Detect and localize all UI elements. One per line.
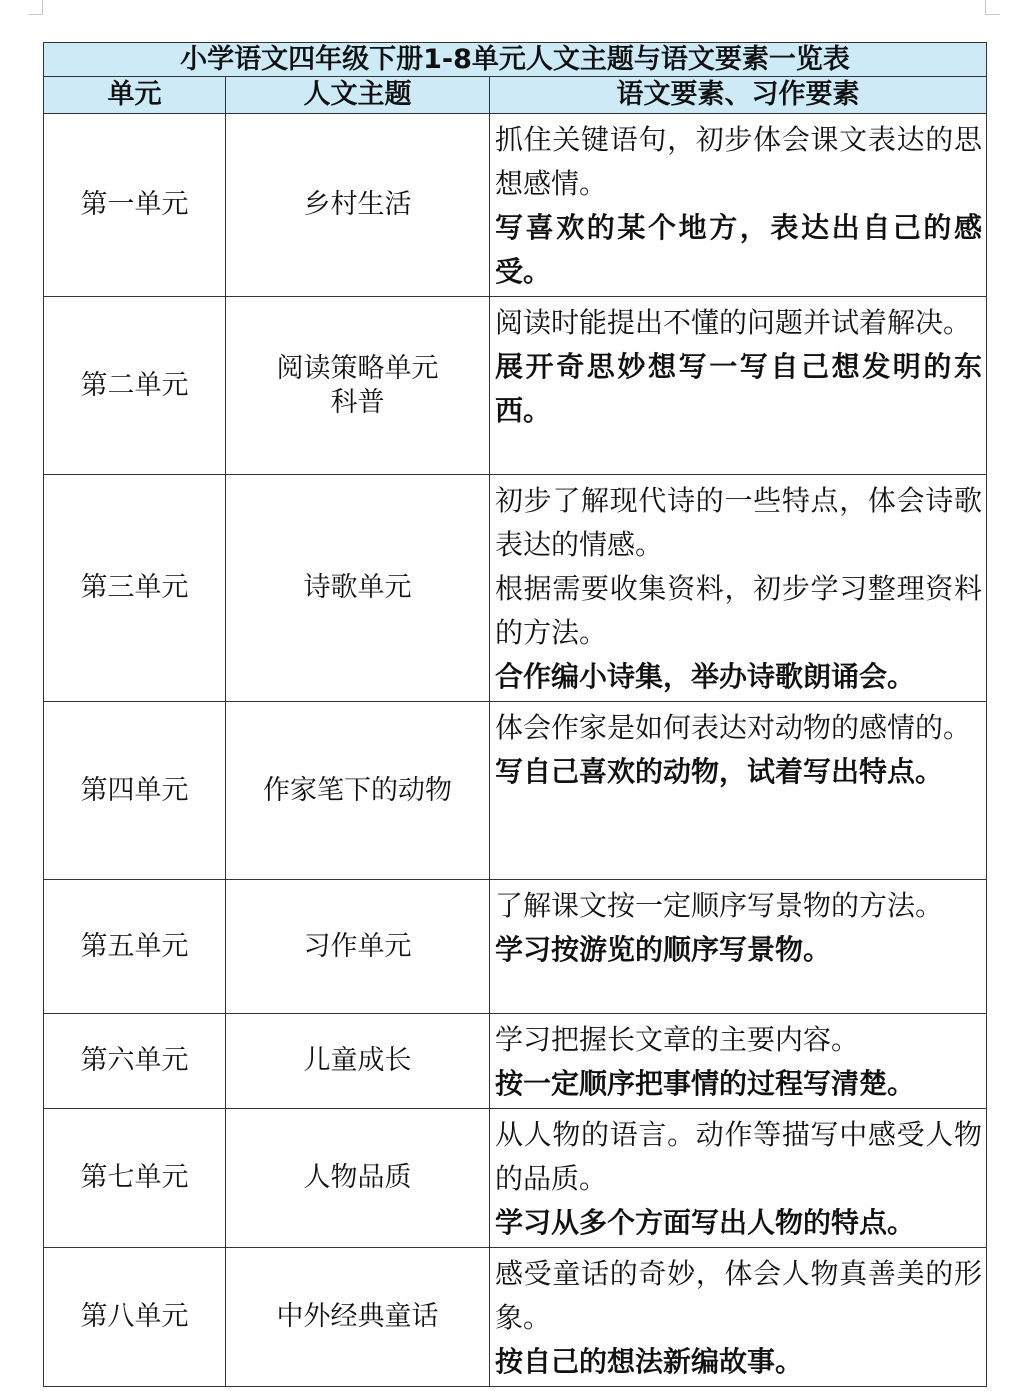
theme-cell bbox=[226, 1248, 490, 1387]
elements-cell bbox=[490, 1248, 987, 1387]
table-row bbox=[44, 475, 987, 702]
reading-element: 抓住关键语句，初步体会课文表达的思想感情。 bbox=[495, 123, 982, 200]
unit-cell: 第一单元 bbox=[44, 114, 226, 297]
writing-element: 按一定顺序把事情的过程写清楚。 bbox=[495, 1067, 916, 1100]
header-row bbox=[44, 77, 987, 114]
theme-cell bbox=[226, 1109, 490, 1248]
page-corner-mark-left bbox=[28, 0, 43, 15]
theme-line: 阅读策略单元 bbox=[276, 352, 439, 384]
table-row bbox=[44, 1248, 987, 1387]
page-corner-mark-right bbox=[985, 0, 1000, 15]
unit-cell: 第八单元 bbox=[44, 1248, 226, 1387]
unit-cell: 第四单元 bbox=[44, 702, 226, 880]
theme-line: 科普 bbox=[330, 386, 385, 418]
writing-element: 写喜欢的某个地方，表达出自己的感受。 bbox=[495, 211, 982, 288]
elements-cell bbox=[490, 297, 987, 475]
reading-element: 体会作家是如何表达对动物的感情的。 bbox=[495, 711, 972, 744]
header-unit: 单元 bbox=[44, 77, 226, 114]
table-title: 小学语文四年级下册1-8单元人文主题与语文要素一览表 bbox=[44, 43, 987, 77]
table-row bbox=[44, 880, 987, 1014]
theme-line: 乡村生活 bbox=[303, 189, 412, 220]
theme-line: 诗歌单元 bbox=[303, 572, 412, 603]
elements-cell bbox=[490, 475, 987, 702]
reading-element: 初步了解现代诗的一些特点，体会诗歌表达的情感。 bbox=[495, 484, 982, 561]
unit-cell: 第二单元 bbox=[44, 297, 226, 475]
writing-element: 写自己喜欢的动物，试着写出特点。 bbox=[495, 755, 944, 788]
theme-line: 儿童成长 bbox=[303, 1045, 412, 1076]
header-elements: 语文要素、习作要素 bbox=[490, 77, 987, 114]
reading-element: 感受童话的奇妙，体会人物真善美的形象。 bbox=[495, 1257, 982, 1334]
unit-cell: 第五单元 bbox=[44, 880, 226, 1014]
elements-cell bbox=[490, 1109, 987, 1248]
theme-cell bbox=[226, 702, 490, 880]
reading-element: 从人物的语言。动作等描写中感受人物的品质。 bbox=[495, 1118, 982, 1195]
writing-element: 学习按游览的顺序写景物。 bbox=[495, 933, 832, 966]
theme-cell bbox=[226, 114, 490, 297]
theme-cell bbox=[226, 880, 490, 1014]
unit-cell: 第七单元 bbox=[44, 1109, 226, 1248]
reading-element: 学习把握长文章的主要内容。 bbox=[495, 1023, 860, 1056]
writing-element: 学习从多个方面写出人物的特点。 bbox=[495, 1206, 916, 1239]
table-row bbox=[44, 702, 987, 880]
elements-cell bbox=[490, 1014, 987, 1109]
theme-line: 作家笔下的动物 bbox=[263, 774, 452, 806]
reading-element: 了解课文按一定顺序写景物的方法。 bbox=[495, 889, 944, 922]
table-row bbox=[44, 297, 987, 475]
header-theme: 人文主题 bbox=[226, 77, 490, 114]
writing-element: 按自己的想法新编故事。 bbox=[495, 1345, 804, 1378]
writing-element: 展开奇思妙想写一写自己想发明的东西。 bbox=[495, 350, 982, 427]
elements-cell bbox=[490, 880, 987, 1014]
elements-cell bbox=[490, 702, 987, 880]
elements-cell bbox=[490, 114, 987, 297]
theme-cell bbox=[226, 297, 490, 475]
overview-table bbox=[43, 42, 987, 1387]
theme-line: 习作单元 bbox=[303, 930, 412, 962]
theme-cell bbox=[226, 1014, 490, 1109]
table-row bbox=[44, 114, 987, 297]
writing-element: 合作编小诗集，举办诗歌朗诵会。 bbox=[495, 660, 916, 693]
table-row bbox=[44, 1014, 987, 1109]
unit-cell: 第六单元 bbox=[44, 1014, 226, 1109]
theme-cell bbox=[226, 475, 490, 702]
title-row bbox=[44, 43, 987, 77]
unit-cell: 第三单元 bbox=[44, 475, 226, 702]
table-row bbox=[44, 1109, 987, 1248]
reading-element: 阅读时能提出不懂的问题并试着解决。 bbox=[495, 306, 972, 339]
theme-line: 人物品质 bbox=[303, 1162, 412, 1193]
reading-element: 根据需要收集资料，初步学习整理资料的方法。 bbox=[495, 572, 982, 649]
theme-line: 中外经典童话 bbox=[276, 1301, 439, 1332]
